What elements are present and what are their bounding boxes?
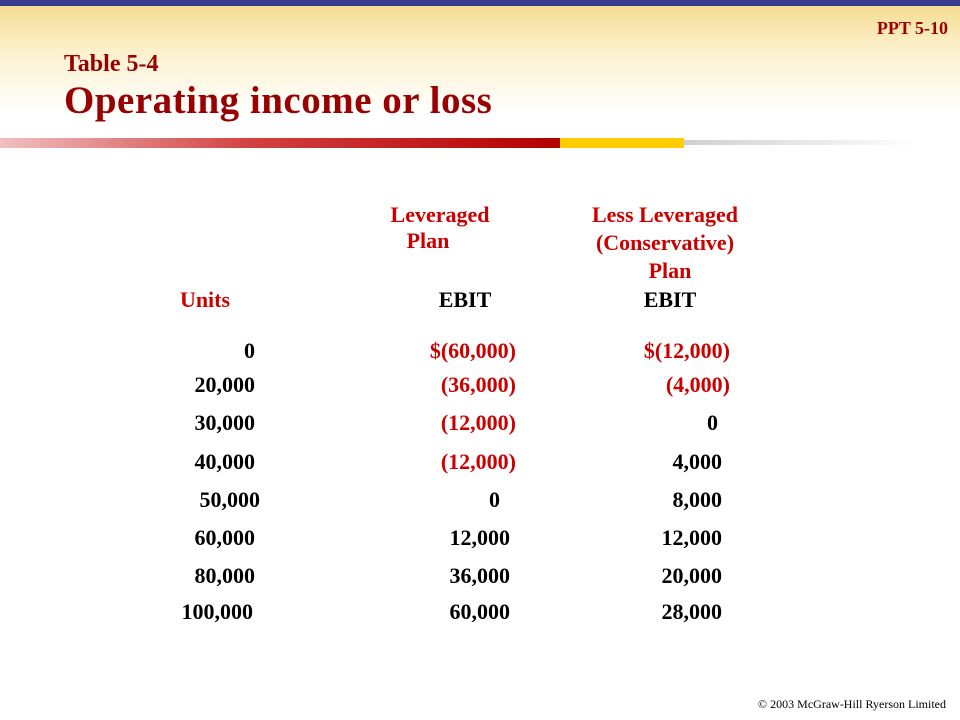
col2-header-line1: Leveraged (390, 202, 490, 227)
copyright-notice: © 2003 McGraw-Hill Ryerson Limited (758, 697, 946, 711)
title-rule-grey (684, 140, 920, 145)
leveraged-cell: (12,000) (440, 410, 516, 435)
col3-header-line3: Plan (648, 258, 692, 283)
units-cell: 20,000 (194, 372, 255, 397)
units-cell: 30,000 (194, 410, 255, 435)
title-rule-yellow (560, 138, 684, 148)
title-rule-red (0, 138, 560, 148)
units-cell: 60,000 (194, 525, 255, 550)
leveraged-cell: (12,000) (440, 449, 516, 474)
leveraged-cell: 60,000 (449, 599, 510, 624)
top-border (0, 0, 960, 6)
units-header: Units (179, 287, 231, 312)
leveraged-cell: (36,000) (440, 372, 516, 397)
conservative-cell: (4,000) (665, 372, 730, 397)
units-cell: 0 (244, 338, 255, 363)
slide-title: Operating income or loss (64, 79, 493, 122)
conservative-cell: 20,000 (661, 563, 722, 588)
leveraged-cell: $(60,000) (429, 338, 516, 363)
conservative-cell: 28,000 (661, 599, 722, 624)
title-rule (0, 138, 960, 148)
units-cell: 80,000 (194, 563, 255, 588)
leveraged-cell: 0 (489, 487, 500, 512)
col3-header-line2: (Conservative) (595, 230, 735, 255)
table-number: Table 5-4 (64, 51, 159, 77)
conservative-cell: $(12,000) (643, 338, 730, 363)
conservative-cell: 8,000 (672, 487, 722, 512)
conservative-cell: 0 (707, 410, 718, 435)
col2-header-line2: Plan (406, 228, 450, 253)
leveraged-cell: 12,000 (449, 525, 510, 550)
units-cell: 50,000 (199, 487, 260, 512)
units-cell: 100,000 (181, 599, 253, 624)
units-cell: 40,000 (194, 449, 255, 474)
leveraged-cell: 36,000 (449, 563, 510, 588)
col2-ebit-header: EBIT (438, 287, 492, 312)
slide-reference: PPT 5-10 (876, 18, 948, 38)
conservative-cell: 4,000 (672, 449, 722, 474)
conservative-cell: 12,000 (661, 525, 722, 550)
col3-header-line1: Less Leveraged (591, 202, 739, 227)
col3-ebit-header: EBIT (643, 287, 697, 312)
